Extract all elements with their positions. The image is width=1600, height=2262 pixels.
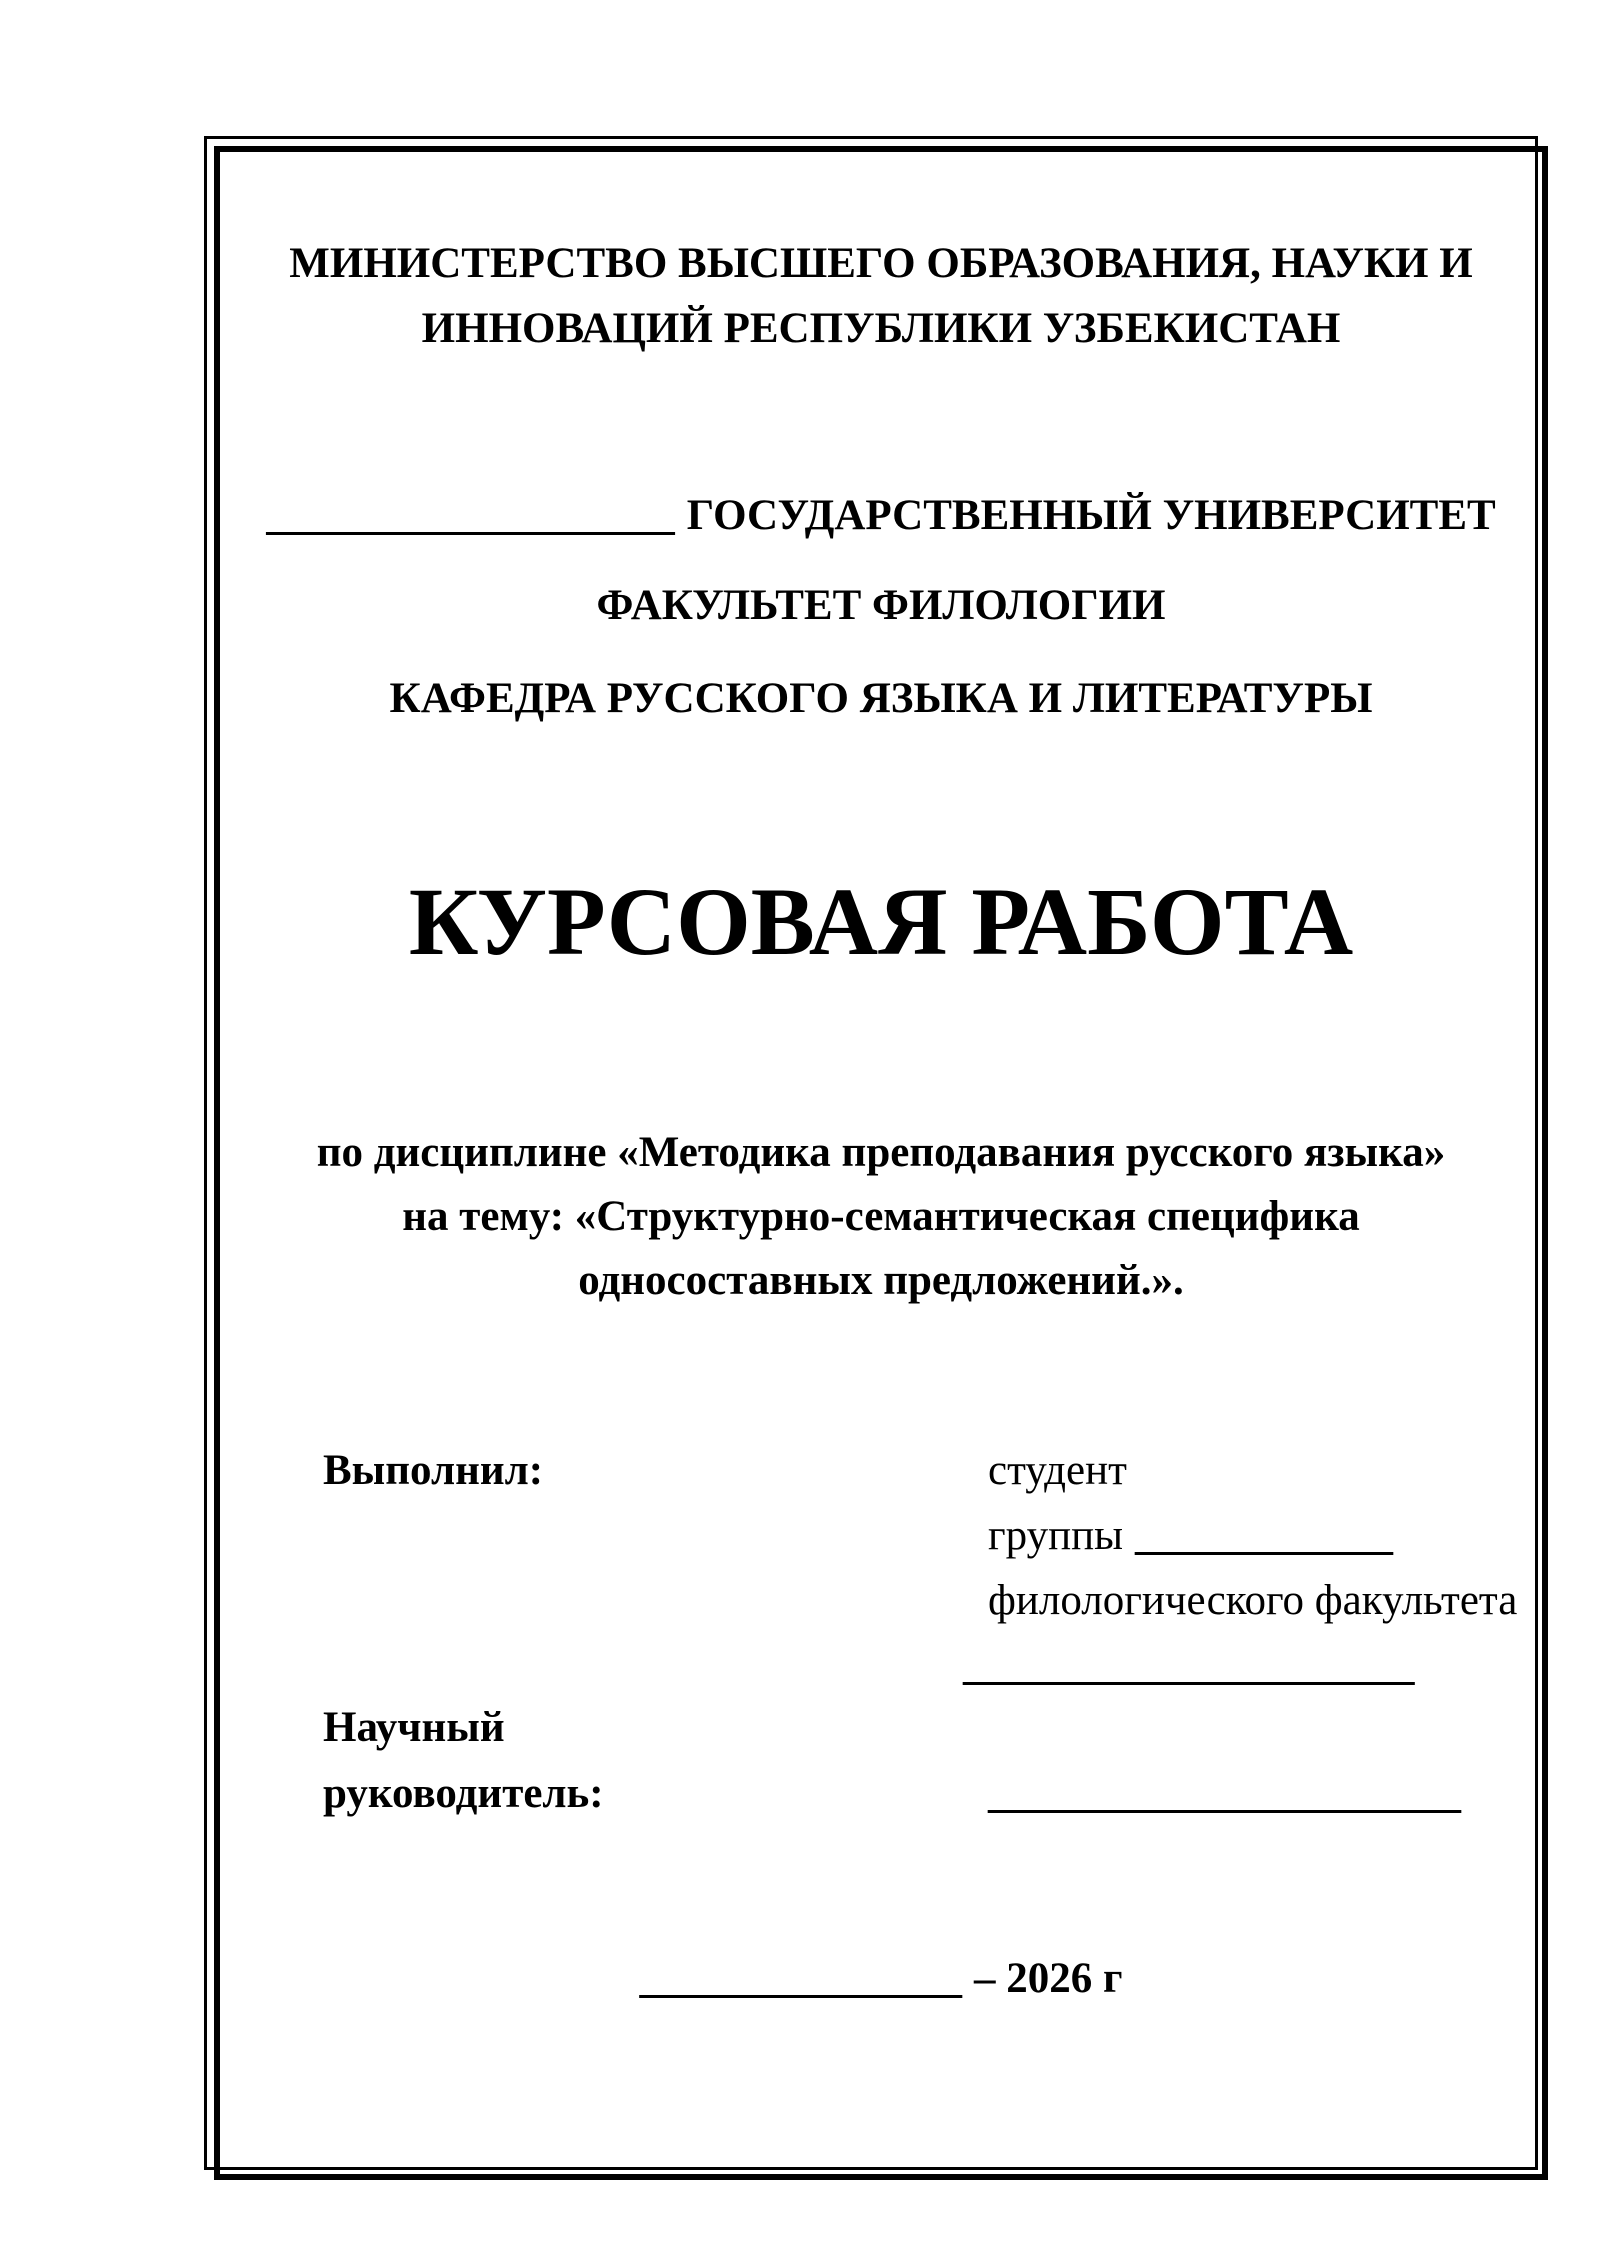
student-signature-blank: _____________________ [963,1642,1415,1689]
faculty-line: ФАКУЛЬТЕТ ФИЛОЛОГИИ [596,582,1166,629]
discipline-topic-block [220,1121,1542,1313]
student-group-line [963,1438,1523,1568]
ministry-line1: МИНИСТЕРСТВО ВЫСШЕГО ОБРАЗОВАНИЯ, НАУКИ И [289,240,1473,287]
page-title: КУРСОВАЯ РАБОТА [408,868,1354,975]
supervisor-label [323,1695,604,1827]
ministry-header [220,231,1542,361]
topic-line2: односоставных предложений.». [578,1257,1184,1304]
performed-by-label: Выполнил: [323,1447,544,1494]
university-blank: ___________________ [266,492,675,539]
student-faculty-line: филологического факультета [988,1577,1518,1624]
year-blank: _______________ [639,1955,962,2002]
student-group-text: студент группы [988,1447,1127,1559]
student-info-block [963,1438,1523,1698]
year-text: – 2026 г [973,1955,1123,2002]
supervisor-label-line1: Научный [323,1704,505,1751]
topic-line1: на тему: «Структурно-семантическая специфика [402,1193,1360,1240]
ministry-line2: ИННОВАЦИЙ РЕСПУБЛИКИ УЗБЕКИСТАН [421,305,1341,352]
department-line: КАФЕДРА РУССКОГО ЯЗЫКА И ЛИТЕРАТУРЫ [389,675,1373,722]
year-line [220,1957,1542,2000]
supervisor-label-line2: руководитель: [323,1770,604,1817]
discipline-line: по дисциплине «Методика преподавания русского языка» [316,1129,1446,1176]
student-group-blank: ____________ [1134,1512,1393,1559]
university-name: ГОСУДАРСТВЕННЫЙ УНИВЕРСИТЕТ [686,492,1496,539]
supervisor-signature-blank: ______________________ [988,1770,1461,1817]
university-line [220,494,1542,537]
